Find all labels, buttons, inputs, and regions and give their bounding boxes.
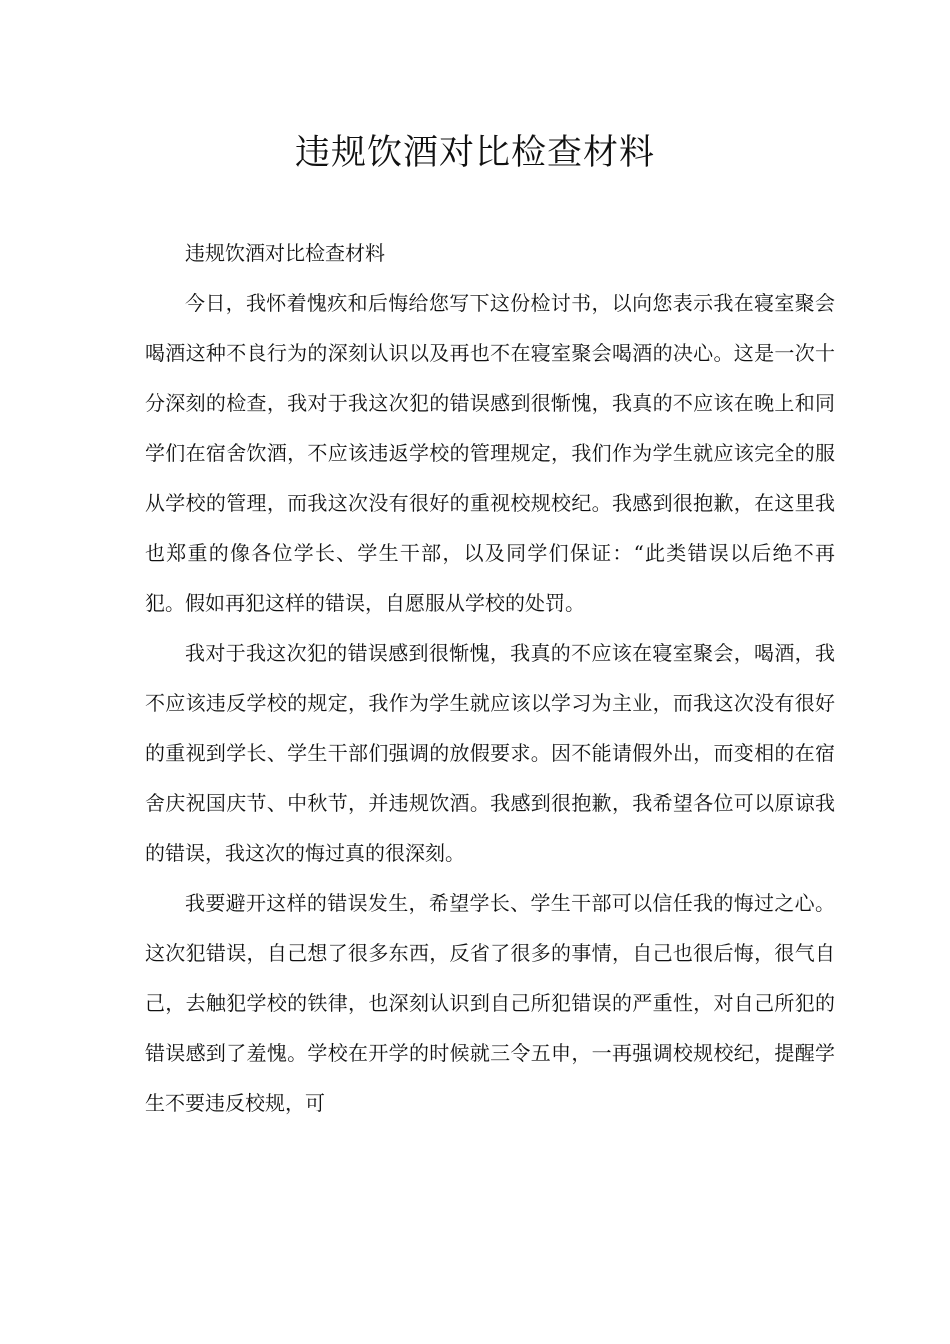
paragraph-3: 我要避开这样的错误发生，希望学长、学生干部可以信任我的悔过之心。这次犯错误，自己想了很多东西，反省了很多的事情，自己也很后悔，很气自己，去触犯学校的铁律，也深刻认识到自己所犯错误的严重性，对自己所犯的错误感到了羞愧。学校在开学的时候就三令五申，一再强调校规校纪，提醒学生不要违反校规，可 (145, 891, 835, 1115)
paragraph-heading: 违规饮酒对比检查材料 (185, 241, 385, 265)
paragraph-1: 今日，我怀着愧疚和后悔给您写下这份检讨书，以向您表示我在寝室聚会喝酒这种不良行为的深刻认识以及再也不在寝室聚会喝酒的决心。这是一次十分深刻的检查，我对于我这次犯的错误感到很惭愧，我真的不应该在晚上和同学们在宿舍饮酒，不应该违返学校的管理规定，我们作为学生就应该完全的服从学校的管理，而我这次没有很好的重视校规校纪。我感到很抱歉，在这里我也郑重的像各位学长、学生干部，以及同学们保证：“此类错误以后绝不再犯。假如再犯这样的错误，自愿服从学校的处罚。 (145, 291, 835, 615)
document-body (145, 228, 835, 1128)
document-title: 违规饮酒对比检查材料 (294, 133, 655, 173)
paragraph-2: 我对于我这次犯的错误感到很惭愧，我真的不应该在寝室聚会，喝酒，我不应该违反学校的规定，我作为学生就应该以学习为主业，而我这次没有很好的重视到学长、学生干部们强调的放假要求。因不能请假外出，而变相的在宿舍庆祝国庆节、中秋节，并违规饮酒。我感到很抱歉，我希望各位可以原谅我的错误，我这次的悔过真的很深刻。 (145, 641, 835, 865)
